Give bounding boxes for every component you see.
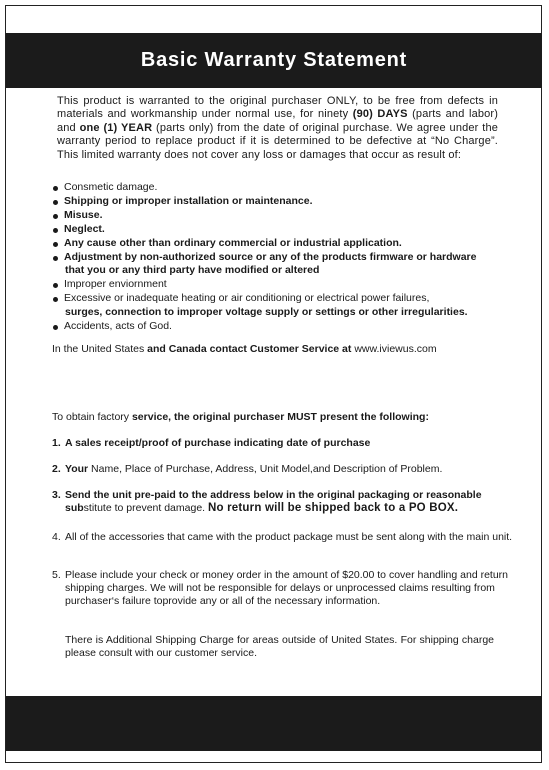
list-item: Shipping or improper installation or maintenance. — [52, 195, 512, 209]
list-item: Adjustment by non-authorized source or any of the products firmware or hardware that you or any third party have modified or altered — [52, 251, 512, 279]
list-item: Misuse. — [52, 209, 512, 223]
list-item: Improper enviornment — [52, 278, 512, 292]
page-title: Basic Warranty Statement — [140, 49, 408, 71]
list-item: Neglect. — [52, 223, 512, 237]
intro-one-year: one (1) YEAR — [79, 121, 153, 134]
shipping-charge-note: There is Additional Shipping Charge for areas outside of United States. For shipping charge please consult with our customer service. — [65, 634, 494, 659]
footer-banner — [6, 696, 542, 751]
contact-line: In the United States and Canada contact Customer Service at www.iviewus.com — [52, 343, 437, 355]
header-banner — [6, 33, 542, 88]
service-requirements-intro: To obtain factory service, the original purchaser MUST present the following: — [52, 411, 429, 423]
intro-paragraph — [57, 95, 498, 162]
step-5: 5. Please include your check or money order in the amount of $20.00 to cover handling and return shipping charges. We will not be responsible for delays or unprocessed claims resulting from purchaser‘s failure toprovide any or all of the necessary information. — [52, 569, 509, 607]
step-2: 2. Your Name, Place of Purchase, Address, Unit Model,and Description of Problem. — [52, 463, 443, 475]
exclusions-list — [52, 181, 512, 334]
intro-text-2: (parts and labor) and — [57, 108, 499, 134]
step-3: 3. Send the unit pre-paid to the address below in the original packaging or reasonable substitute to prevent damage. No return will be shipped back to a PO BOX. — [52, 489, 482, 514]
step-1: 1. A sales receipt/proof of purchase indicating date of purchase — [52, 437, 371, 449]
intro-text-1: This product is warranted to the original purchaser ONLY, to be free from defects in materials and workmanship under normal use, for ninety — [57, 95, 498, 121]
list-item: Accidents, acts of God. — [52, 320, 512, 334]
website-link[interactable]: www.iviewus.com — [354, 343, 437, 355]
list-item: Any cause other than ordinary commercial or industrial application. — [52, 237, 512, 251]
list-item: Consmetic damage. — [52, 181, 512, 195]
step-4: 4. All of the accessories that came with the product package must be sent along with the main unit. — [52, 531, 513, 543]
intro-ninety-days: (90) DAYS — [352, 108, 408, 121]
intro-text-3: (parts only) from the date of original purchase. We agree under the warranty period to replace product if it is determined to be defective at “No Charge”. This limited warranty does not cover any loss or damages that occur as result of: — [57, 121, 499, 161]
list-item: Excessive or inadequate heating or air conditioning or electrical power failures, surges, connection to improper voltage supply or settings or other irregularities. — [52, 292, 512, 320]
